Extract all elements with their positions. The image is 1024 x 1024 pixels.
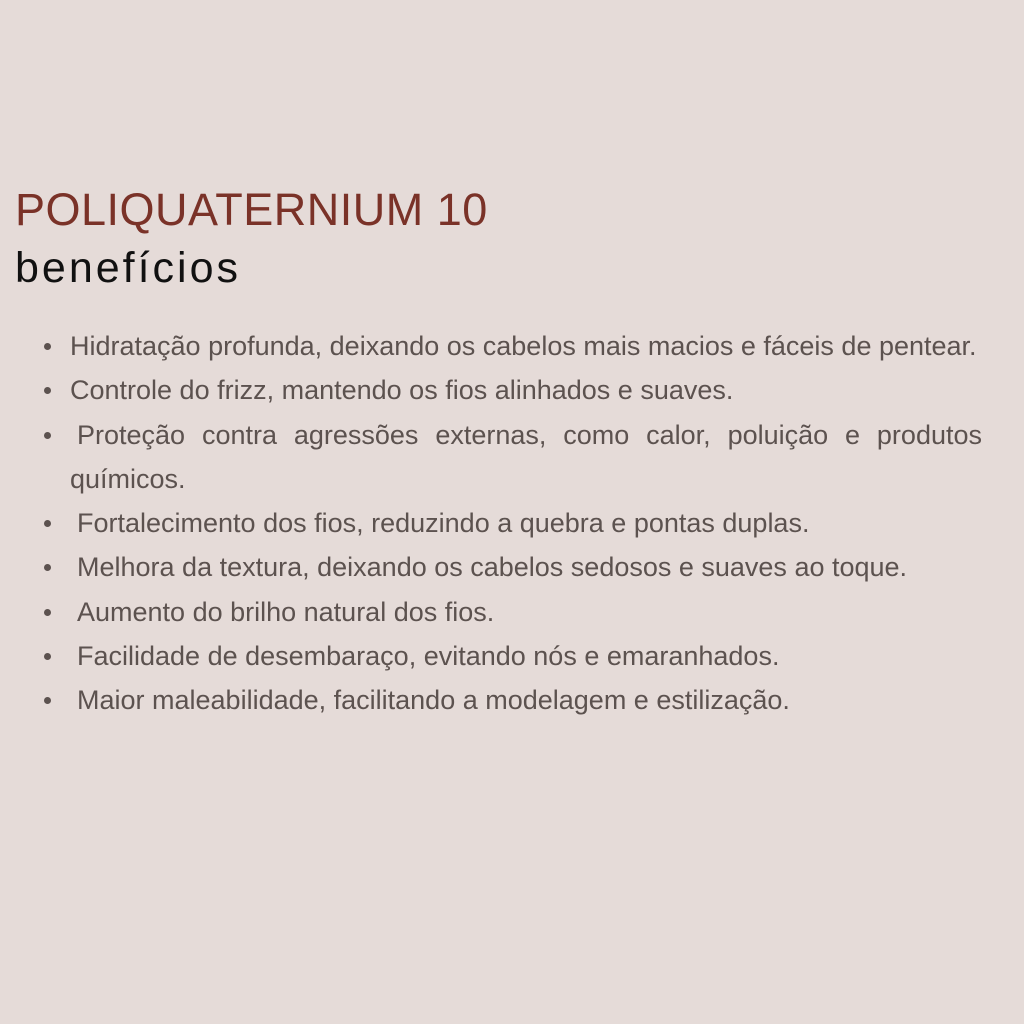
bullet-icon: [44, 697, 51, 704]
benefit-item: [40, 634, 982, 678]
benefit-item: [40, 413, 982, 502]
benefit-text: Facilidade de desembaraço, evitando nós e emaranhados.: [77, 641, 780, 672]
title: POLIQUATERNIUM 10: [15, 184, 488, 235]
benefit-item: [40, 678, 982, 722]
bullet-icon: [44, 564, 51, 571]
bullet-icon: [44, 432, 51, 439]
bullet-icon: [44, 387, 51, 394]
benefit-text: Hidratação profunda, deixando os cabelos mais macios e fáceis de pentear.: [70, 331, 977, 361]
subtitle: benefícios: [15, 244, 242, 292]
benefit-text: Controle do frizz, mantendo os fios alinhados e suaves.: [70, 375, 734, 406]
benefit-text: Proteção contra agressões externas, como calor, poluição e produtos químicos.: [70, 419, 982, 494]
benefit-item: [40, 324, 982, 368]
bullet-icon: [44, 653, 51, 660]
bullet-icon: [44, 520, 51, 527]
benefit-text: Maior maleabilidade, facilitando a modelagem e estilização.: [77, 685, 790, 716]
benefit-item: [40, 501, 982, 545]
bullet-icon: [44, 609, 51, 616]
benefit-item: [40, 590, 982, 634]
bullet-icon: [44, 343, 51, 350]
benefit-item: [40, 368, 982, 412]
benefits-list: [40, 324, 982, 723]
benefit-text: Aumento do brilho natural dos fios.: [77, 596, 495, 627]
benefit-text: Melhora da textura, deixando os cabelos sedosos e suaves ao toque.: [77, 552, 908, 583]
benefit-item: [40, 545, 982, 589]
benefit-text: Fortalecimento dos fios, reduzindo a quebra e pontas duplas.: [77, 508, 810, 539]
